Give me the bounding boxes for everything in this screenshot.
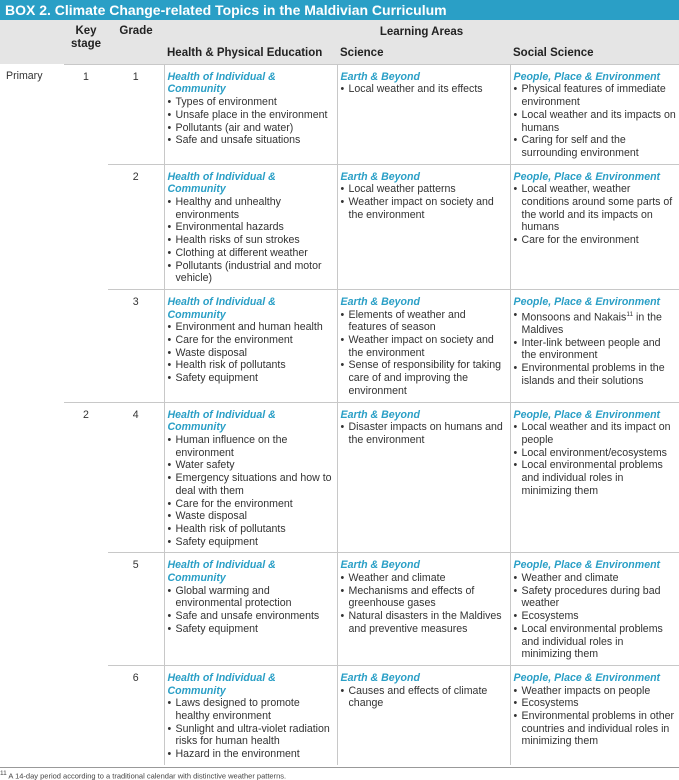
topic-item: • Clothing at different weather xyxy=(168,247,334,260)
category-label: Earth & Beyond xyxy=(340,408,420,421)
topic-item: • Healthy and unhealthy environments xyxy=(168,196,334,221)
health-cell xyxy=(164,164,337,289)
category-label: Health of Individual & Community xyxy=(167,408,276,434)
category-label: Health of Individual & Community xyxy=(167,295,276,321)
social-cell xyxy=(510,289,679,402)
category-label: Health of Individual & Community xyxy=(167,671,276,697)
topic-list xyxy=(341,83,507,96)
topic-item: • Water safety xyxy=(168,459,334,472)
grade-cell: 6 xyxy=(108,665,164,764)
category-label: Health of Individual & Community xyxy=(167,70,276,96)
topic-list xyxy=(168,96,334,147)
grade-cell: 3 xyxy=(108,289,164,402)
key-stage-cell xyxy=(64,289,108,402)
social-cell xyxy=(510,164,679,289)
topic-item: • Local weather patterns xyxy=(341,183,507,196)
topic-item: • Local environmental problems and individual roles in minimizing them xyxy=(514,459,677,497)
topic-item: • Local environment/ecosystems xyxy=(514,447,677,460)
category-label: People, Place & Environment xyxy=(513,408,661,421)
grade-cell: 5 xyxy=(108,553,164,666)
health-cell xyxy=(164,402,337,553)
social-cell xyxy=(510,665,679,764)
topic-item: • Care for the environment xyxy=(168,334,334,347)
topic-item: • Local weather, weather conditions around some parts of the world and its impacts on humans xyxy=(514,183,677,234)
topic-list xyxy=(341,572,507,636)
table-row xyxy=(0,553,679,666)
table-row xyxy=(0,665,679,764)
topic-item: • Elements of weather and features of season xyxy=(341,309,507,334)
category-label: People, Place & Environment xyxy=(513,295,661,308)
topic-list xyxy=(514,83,677,159)
category-label: People, Place & Environment xyxy=(513,559,661,572)
category-label: Health of Individual & Community xyxy=(167,170,276,196)
category-label: Earth & Beyond xyxy=(340,559,420,572)
table-row xyxy=(0,164,679,289)
social-cell xyxy=(510,64,679,164)
topic-item: • Environmental problems in the islands and their solutions xyxy=(514,362,677,387)
table-row xyxy=(0,64,679,164)
health-cell xyxy=(164,665,337,764)
topic-list xyxy=(341,183,507,221)
learning-areas-header: Learning Areas xyxy=(164,20,679,42)
col-science-header: Science xyxy=(337,42,510,64)
topic-item: • Weather impact on society and the environment xyxy=(341,334,507,359)
topic-item: • Weather and climate xyxy=(514,572,677,585)
topic-item: • Pollutants (air and water) xyxy=(168,122,334,135)
topic-item: • Safety equipment xyxy=(168,536,334,549)
topic-item: • Weather impacts on people xyxy=(514,685,677,698)
col-health-header: Health & Physical Education xyxy=(164,42,337,64)
topic-item: • Local environmental problems and individual roles in minimizing them xyxy=(514,623,677,661)
topic-item: • Mechanisms and effects of greenhouse gases xyxy=(341,585,507,610)
key-stage-cell: 2 xyxy=(64,402,108,553)
topic-list xyxy=(514,421,677,497)
topic-item: • Laws designed to promote healthy environment xyxy=(168,697,334,722)
topic-item: • Care for the environment xyxy=(168,498,334,511)
topic-item: • Local weather and its impacts on humans xyxy=(514,109,677,134)
key-stage-cell xyxy=(64,665,108,764)
grade-cell: 2 xyxy=(108,164,164,289)
topic-list xyxy=(168,434,334,548)
topic-item: • Pollutants (industrial and motor vehicle) xyxy=(168,260,334,285)
key-stage-header: Key stage xyxy=(64,20,108,64)
topic-item: • Ecosystems xyxy=(514,697,677,710)
category-label: Earth & Beyond xyxy=(340,170,420,183)
topic-item: • Local weather and its effects xyxy=(341,83,507,96)
topic-item: • Environmental hazards xyxy=(168,221,334,234)
health-cell xyxy=(164,553,337,666)
topic-item: • Physical features of immediate environment xyxy=(514,83,677,108)
topic-item: • Types of environment xyxy=(168,96,334,109)
category-label: Earth & Beyond xyxy=(340,70,420,83)
science-cell xyxy=(337,289,510,402)
topic-item: • Causes and effects of climate change xyxy=(341,685,507,710)
topic-item: • Environmental problems in other countries and individual roles in minimizing them xyxy=(514,710,677,748)
topic-list xyxy=(341,685,507,710)
topic-item: • Health risk of pollutants xyxy=(168,523,334,536)
health-cell xyxy=(164,64,337,164)
topic-item: • Ecosystems xyxy=(514,610,677,623)
table-row xyxy=(0,289,679,402)
box-title: BOX 2. Climate Change-related Topics in the Maldivian Curriculum xyxy=(0,0,679,20)
topic-item: • Health risks of sun strokes xyxy=(168,234,334,247)
topic-list xyxy=(168,321,334,385)
topic-item: • Safety procedures during bad weather xyxy=(514,585,677,610)
topic-item: • Sunlight and ultra-violet radiation risks for human health xyxy=(168,723,334,748)
topic-item: • Safety equipment xyxy=(168,623,334,636)
topic-list xyxy=(514,309,677,388)
topic-list xyxy=(168,196,334,285)
curriculum-table xyxy=(0,20,679,765)
topic-item: • Natural disasters in the Maldives and preventive measures xyxy=(341,610,507,635)
topic-list xyxy=(514,572,677,661)
social-cell xyxy=(510,553,679,666)
category-label: Earth & Beyond xyxy=(340,295,420,308)
category-label: Health of Individual & Community xyxy=(167,559,276,585)
grade-cell: 4 xyxy=(108,402,164,553)
social-cell xyxy=(510,402,679,553)
category-label: People, Place & Environment xyxy=(513,671,661,684)
science-cell xyxy=(337,665,510,764)
topic-list xyxy=(341,421,507,446)
table-row xyxy=(0,402,679,553)
topic-item: • Safe and unsafe environments xyxy=(168,610,334,623)
topic-item: • Waste disposal xyxy=(168,510,334,523)
grade-header: Grade xyxy=(108,20,164,64)
topic-item: • Safe and unsafe situations xyxy=(168,134,334,147)
topic-item: • Emergency situations and how to deal with them xyxy=(168,472,334,497)
col-social-header: Social Science xyxy=(510,42,679,64)
footnote: $^{11}$ A 14-day period according to a traditional calendar with distinctive weather patterns. xyxy=(0,767,679,780)
topic-item: • Disaster impacts on humans and the environment xyxy=(341,421,507,446)
key-stage-cell: 1 xyxy=(64,64,108,164)
topic-list xyxy=(168,697,334,761)
science-cell xyxy=(337,64,510,164)
topic-item: • Local weather and its impact on people xyxy=(514,421,677,446)
key-stage-cell xyxy=(64,164,108,289)
topic-item: • Monsoons and Nakais$^{11}$ in the Maldives xyxy=(514,309,677,337)
topic-item: • Weather and climate xyxy=(341,572,507,585)
science-cell xyxy=(337,164,510,289)
topic-item: • Care for the environment xyxy=(514,234,677,247)
topic-item: • Sense of responsibility for taking care of and improving the environment xyxy=(341,359,507,397)
science-cell xyxy=(337,402,510,553)
science-cell xyxy=(337,553,510,666)
topic-item: • Global warming and environmental protection xyxy=(168,585,334,610)
key-stage-cell xyxy=(64,553,108,666)
topic-list xyxy=(341,309,507,398)
category-label: People, Place & Environment xyxy=(513,70,661,83)
category-label: Earth & Beyond xyxy=(340,671,420,684)
topic-list xyxy=(514,183,677,247)
topic-item: • Unsafe place in the environment xyxy=(168,109,334,122)
grade-cell: 1 xyxy=(108,64,164,164)
topic-item: • Waste disposal xyxy=(168,347,334,360)
topic-item: • Human influence on the environment xyxy=(168,434,334,459)
topic-item: • Hazard in the environment xyxy=(168,748,334,761)
topic-list xyxy=(514,685,677,749)
topic-item: • Safety equipment xyxy=(168,372,334,385)
health-cell xyxy=(164,289,337,402)
topic-item: • Caring for self and the surrounding environment xyxy=(514,134,677,159)
topic-item: • Weather impact on society and the environment xyxy=(341,196,507,221)
level-label: Primary xyxy=(6,70,43,83)
category-label: People, Place & Environment xyxy=(513,170,661,183)
topic-list xyxy=(168,585,334,636)
topic-item: • Environment and human health xyxy=(168,321,334,334)
topic-item: • Inter-link between people and the environment xyxy=(514,337,677,362)
topic-item: • Health risk of pollutants xyxy=(168,359,334,372)
